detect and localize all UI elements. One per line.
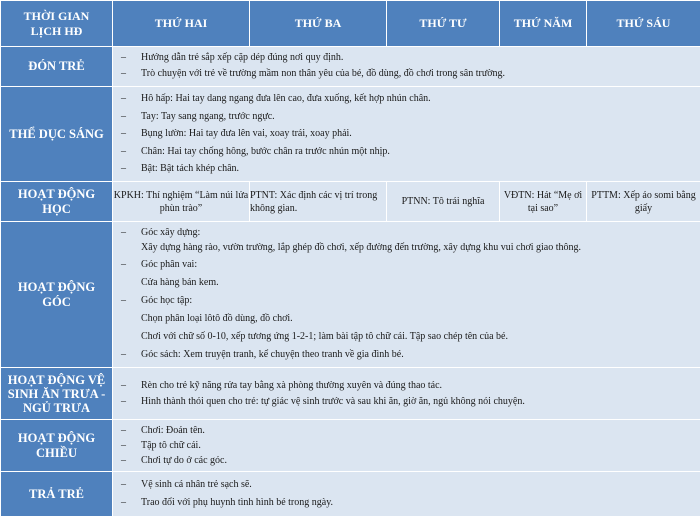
activity-fri: PTTM: Xếp áo somi bằng giấy (587, 182, 700, 222)
row-body-chieu (113, 420, 700, 472)
row-label-tra-tre: TRẢ TRẺ (1, 472, 113, 517)
header-day-mon: THỨ HAI (113, 1, 250, 47)
list-item: – Hướng dẫn trẻ sắp xếp cặp dép đúng nơi quy định. (121, 50, 700, 66)
list-item: – Vệ sinh cá nhân trẻ sạch sẽ. (121, 476, 700, 494)
header-day-tue: THỨ BA (250, 1, 387, 47)
list-item: – Góc học tập: Chọn phân loại lôtô đồ dùng, đồ chơi. Chơi với chữ số 0-10, xếp tương ứng 1-2-1; làm bài tập tô chữ cái. Tập sao chép tên của bé. (121, 293, 700, 344)
list-item: – Tập tô chữ cái. (121, 438, 700, 453)
row-don-tre (1, 47, 700, 87)
list-item: – Rèn cho trẻ kỹ năng rửa tay bằng xà phòng thường xuyên và đúng thao tác. (121, 378, 700, 394)
row-the-duc (1, 87, 700, 182)
row-label-an-ngu: HOẠT ĐỘNG VỆ SINH ĂN TRƯA - NGỦ TRƯA (1, 368, 113, 420)
list-item: – Chân: Hai tay chống hông, bước chân ra trước nhún một nhịp. (121, 143, 700, 161)
list-item: – Hô hấp: Hai tay dang ngang đưa lên cao, đưa xuống, kết hợp nhún chân. (121, 90, 700, 108)
list-item: – Chơi tự do ở các góc. (121, 453, 700, 468)
activity-wed: PTNN: Tô trái nghĩa (387, 182, 500, 222)
row-an-ngu (1, 368, 700, 420)
list-item: – Trò chuyện với trẻ về trường mầm non thân yêu của bé, đồ dùng, đồ chơi trong sân trường. (121, 66, 700, 82)
row-tra-tre (1, 472, 700, 517)
row-label-hoat-dong-hoc: HOẠT ĐỘNG HỌC (1, 182, 113, 222)
list-item: – Trao đổi với phụ huynh tình hình bé trong ngày. (121, 494, 700, 512)
row-body-the-duc (113, 87, 700, 182)
activity-mon: KPKH: Thí nghiệm “Làm núi lửa phùn trào” (113, 182, 250, 222)
list-item: – Bụng lườn: Hai tay đưa lên vai, xoay trái, xoay phải. (121, 125, 700, 143)
list-item: – Hình thành thói quen cho trẻ: tự giác vệ sinh trước và sau khi ăn, giờ ăn, ngủ không nói chuyện. (121, 394, 700, 410)
list-item: – Góc sách: Xem truyện tranh, kể chuyện theo tranh về gia đình bé. (121, 347, 700, 362)
header-day-wed: THỨ TƯ (387, 1, 500, 47)
header-time-label: THỜI GIAN LỊCH HĐ (1, 1, 113, 47)
list-item: – Bật: Bật tách khép chân. (121, 160, 700, 178)
row-body-tra-tre (113, 472, 700, 517)
row-body-an-ngu (113, 368, 700, 420)
row-hoat-dong-hoc (1, 182, 700, 222)
activity-thu: VĐTN: Hát “Mẹ ơi tại sao” (500, 182, 587, 222)
row-hoat-dong-goc (1, 222, 700, 368)
list-item: – Chơi: Đoán tên. (121, 423, 700, 438)
row-body-don-tre (113, 47, 700, 87)
row-chieu (1, 420, 700, 472)
list-item: – Tay: Tay sang ngang, trước ngực. (121, 108, 700, 126)
row-label-hoat-dong-goc: HOẠT ĐỘNG GÓC (1, 222, 113, 368)
activity-tue: PTNT: Xác định các vị trí trong không gian. (250, 182, 387, 222)
row-label-chieu: HOẠT ĐỘNG CHIỀU (1, 420, 113, 472)
row-label-the-duc: THỂ DỤC SÁNG (1, 87, 113, 182)
header-day-thu: THỨ NĂM (500, 1, 587, 47)
list-item: – Góc phân vai: Cửa hàng bán kem. (121, 257, 700, 290)
header-row (1, 1, 700, 47)
list-item: – Góc xây dựng: Xây dựng hàng rào, vườn trường, lắp ghép đồ chơi, xếp đường đến trường, xây dựng khu vui chơi giao thông. (121, 225, 700, 255)
row-body-hoat-dong-goc (113, 222, 700, 368)
row-label-don-tre: ĐÓN TRẺ (1, 47, 113, 87)
header-day-fri: THỨ SÁU (587, 1, 700, 47)
